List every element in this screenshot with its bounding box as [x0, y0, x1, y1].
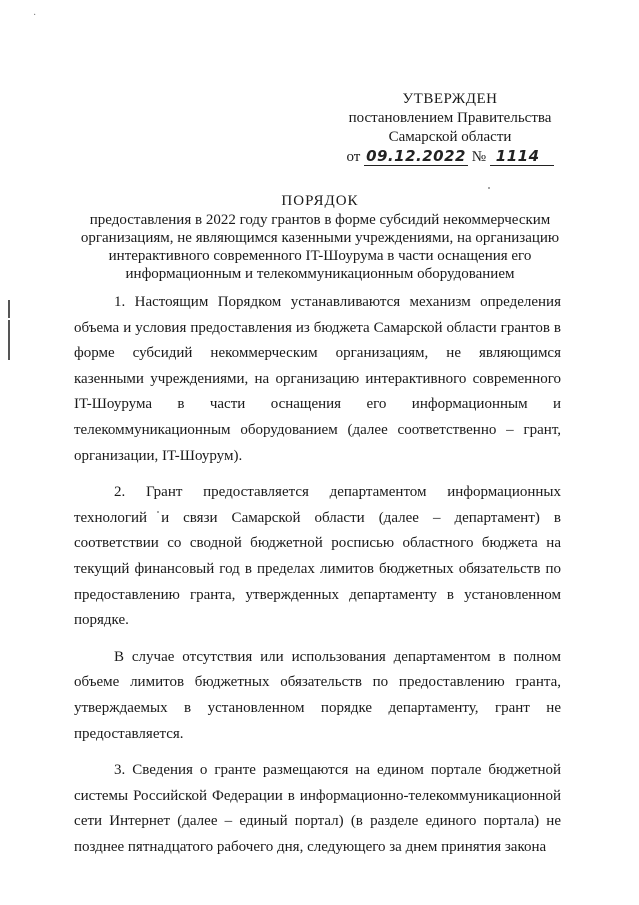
approval-line-2: Самарской области — [388, 129, 512, 145]
document-body — [74, 290, 561, 871]
approval-line-1: постановлением Правительства — [348, 110, 552, 126]
handwritten-date: 09.12.2022 — [366, 147, 466, 165]
approval-stamp-block — [330, 90, 570, 167]
scan-edge-mark — [8, 320, 10, 360]
document-title: ПОРЯДОК — [281, 193, 359, 209]
paragraph-3: В случае отсутствия или использования департаментом в полном объеме лимитов бюджетных обязательств по предоставлению гранта, утверждаемых в установленном порядке департаменту, грант не предоставляется. — [74, 648, 561, 742]
document-subtitle: предоставления в 2022 году грантов в форме субсидий некоммерческим организациям, не являющимся казенными учреждениями, на организацию интерактивного современного IT-Шоурума в части оснащения его информационным и телекоммуникационным оборудованием — [80, 212, 560, 282]
scan-edge-mark — [8, 300, 10, 318]
paragraph-2: 2. Грант предоставляется департаментом информационных технологий и связи Самарской области (далее – департамент) в соответствии со сводной бюджетной росписью областного бюджета на текущий финансовый год в пределах лимитов бюджетных обязательств по предоставлению гранта, утвержденных департаменту в установленном порядке. — [74, 484, 561, 629]
document-title-block — [70, 192, 570, 283]
paragraph-4: 3. Сведения о гранте размещаются на едином портале бюджетной системы Российской Федерации в информационно-телекоммуникационной сети Интернет (далее – единый портал) (в разделе единого портала) не позднее пятнадцатого рабочего дня, следующего за днем принятия закона — [74, 762, 561, 855]
approval-heading: УТВЕРЖДЕН — [402, 91, 498, 107]
date-prefix: от — [346, 149, 361, 165]
handwritten-number: 1114 — [490, 147, 554, 166]
scan-speck — [488, 187, 490, 189]
approval-date-line — [330, 147, 570, 167]
paragraph-1: 1. Настоящим Порядком устанавливаются механизм определения объема и условия предоставления из бюджета Самарской области грантов в форме субсидий некоммерческим организациям, не являющимся казенными учреждениями, на организацию интерактивного современного IT-Шоурума в части оснащения его информационным и телекоммуникационным оборудованием (далее соответственно – грант, организации, IT-Шоурум). — [74, 294, 561, 464]
number-prefix: № — [471, 149, 487, 165]
scan-corner-mark: · — [33, 10, 37, 21]
